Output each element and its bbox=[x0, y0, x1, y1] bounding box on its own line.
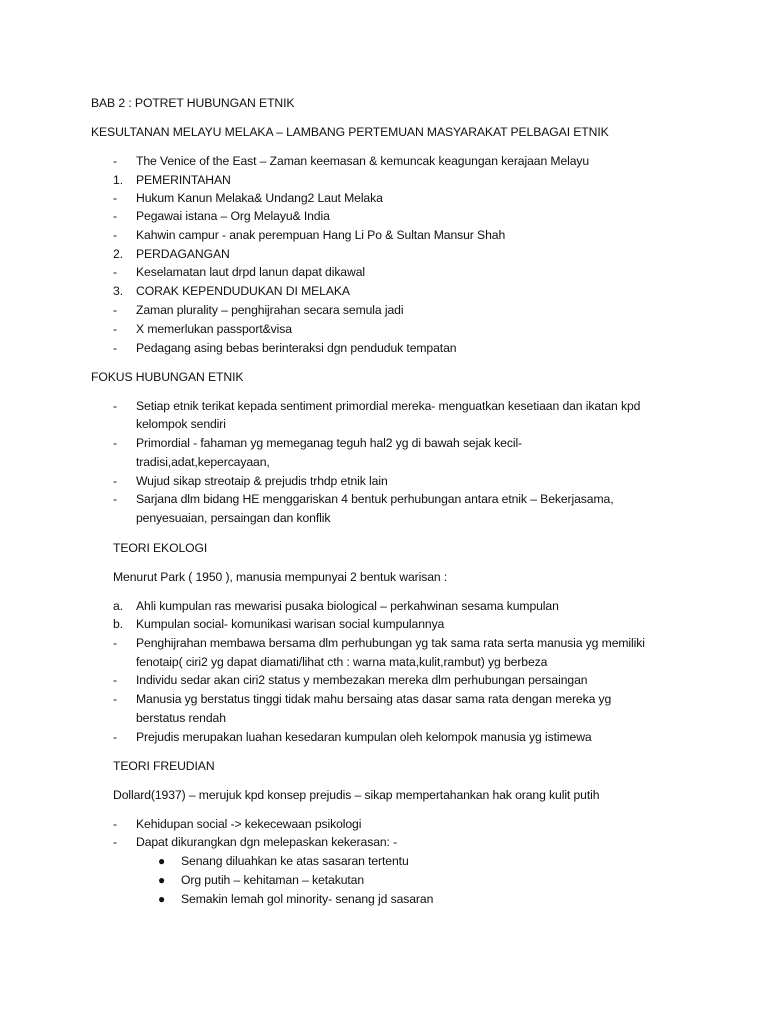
list-marker: - bbox=[113, 492, 118, 506]
list-marker: - bbox=[113, 436, 118, 450]
list-marker: - bbox=[113, 303, 118, 317]
bullet-icon: ● bbox=[158, 873, 166, 887]
document-title: BAB 2 : POTRET HUBUNGAN ETNIK bbox=[91, 96, 295, 110]
list-item-text: Setiap etnik terikat kepada sentiment primordial mereka- menguatkan kesetiaan dan ikatan kpd bbox=[136, 399, 641, 413]
list-item-text-continued: tradisi,adat,kepercayaan, bbox=[136, 455, 270, 469]
list-item-text: Keselamatan laut drpd lanun dapat dikawal bbox=[136, 265, 365, 279]
section-heading-teori-ekologi: TEORI EKOLOGI bbox=[113, 541, 208, 555]
list-item-text: CORAK KEPENDUDUKAN DI MELAKA bbox=[136, 284, 350, 298]
list-marker: - bbox=[113, 399, 118, 413]
list-item-text: PERDAGANGAN bbox=[136, 247, 230, 261]
section-heading-kesultanan: KESULTANAN MELAYU MELAKA – LAMBANG PERTEMUAN MASYARAKAT PELBAGAI ETNIK bbox=[91, 125, 609, 139]
list-marker: a. bbox=[113, 599, 124, 613]
list-marker: - bbox=[113, 228, 118, 242]
list-item-text-continued: berstatus rendah bbox=[136, 711, 226, 725]
list-marker: b. bbox=[113, 617, 124, 631]
bullet-icon: ● bbox=[158, 892, 166, 906]
list-item-text: Individu sedar akan ciri2 status y membezakan mereka dlm perhubungan persaingan bbox=[136, 673, 588, 687]
list-item-text: Penghijrahan membawa bersama dlm perhubungan yg tak sama rata serta manusia yg memiliki bbox=[136, 636, 645, 650]
list-item-text-continued: kelompok sendiri bbox=[136, 417, 226, 431]
list-item-text-continued: fenotaip( ciri2 yg dapat diamati/lihat cth : warna mata,kulit,rambut) yg berbeza bbox=[136, 655, 548, 669]
list-item-text: Prejudis merupakan luahan kesedaran kumpulan oleh kelompok manusia yg istimewa bbox=[136, 730, 592, 744]
list-marker: - bbox=[113, 191, 118, 205]
list-item-text: PEMERINTAHAN bbox=[136, 173, 231, 187]
sub-list-item-text: Org putih – kehitaman – ketakutan bbox=[181, 873, 365, 887]
list-marker: - bbox=[113, 322, 118, 336]
list-item-text: Pedagang asing bebas berinteraksi dgn penduduk tempatan bbox=[136, 341, 457, 355]
list-marker: 1. bbox=[113, 173, 124, 187]
sub-list-item-text: Semakin lemah gol minority- senang jd sasaran bbox=[181, 892, 434, 906]
list-item-text: Primordial - fahaman yg memeganag teguh hal2 yg di bawah sejak kecil- bbox=[136, 436, 523, 450]
list-item-text: Kahwin campur - anak perempuan Hang Li Po & Sultan Mansur Shah bbox=[136, 228, 506, 242]
list-item-text: Wujud sikap streotaip & prejudis trhdp etnik lain bbox=[136, 474, 388, 488]
list-item-text: Hukum Kanun Melaka& Undang2 Laut Melaka bbox=[136, 191, 383, 205]
list-item-text: Ahli kumpulan ras mewarisi pusaka biological – perkahwinan sesama kumpulan bbox=[136, 599, 559, 613]
list-marker: 3. bbox=[113, 284, 124, 298]
list-marker: - bbox=[113, 817, 118, 831]
list-marker: - bbox=[113, 265, 118, 279]
list-item-text: Zaman plurality – penghijrahan secara semula jadi bbox=[136, 303, 404, 317]
list-item-text: Pegawai istana – Org Melayu& India bbox=[136, 209, 330, 223]
list-item-text: Sarjana dlm bidang HE menggariskan 4 bentuk perhubungan antara etnik – Bekerjasama, bbox=[136, 492, 614, 506]
list-marker: - bbox=[113, 835, 118, 849]
list-marker: - bbox=[113, 474, 118, 488]
list-marker: - bbox=[113, 154, 118, 168]
bullet-icon: ● bbox=[158, 854, 166, 868]
section-intro: Dollard(1937) – merujuk kpd konsep prejudis – sikap mempertahankan hak orang kulit putih bbox=[113, 788, 600, 802]
section-heading-teori-freudian: TEORI FREUDIAN bbox=[113, 759, 215, 773]
list-marker: - bbox=[113, 209, 118, 223]
list-marker: - bbox=[113, 636, 118, 650]
list-marker: - bbox=[113, 673, 118, 687]
list-item-text: The Venice of the East – Zaman keemasan & kemuncak keagungan kerajaan Melayu bbox=[136, 154, 590, 168]
section-heading-fokus: FOKUS HUBUNGAN ETNIK bbox=[91, 370, 244, 384]
list-item-text: Kumpulan social- komunikasi warisan social kumpulannya bbox=[136, 617, 445, 631]
sub-list-item-text: Senang diluahkan ke atas sasaran tertentu bbox=[181, 854, 409, 868]
list-item-text: Manusia yg berstatus tinggi tidak mahu bersaing atas dasar sama rata dengan mereka yg bbox=[136, 692, 612, 706]
list-marker: 2. bbox=[113, 247, 124, 261]
list-marker: - bbox=[113, 692, 118, 706]
list-item-text-continued: penyesuaian, persaingan dan konflik bbox=[136, 511, 331, 525]
list-item-text: Dapat dikurangkan dgn melepaskan kekerasan: - bbox=[136, 835, 398, 849]
list-item-text: X memerlukan passport&visa bbox=[136, 322, 292, 336]
list-marker: - bbox=[113, 730, 118, 744]
list-item-text: Kehidupan social -> kekecewaan psikologi bbox=[136, 817, 362, 831]
list-marker: - bbox=[113, 341, 118, 355]
section-intro: Menurut Park ( 1950 ), manusia mempunyai 2 bentuk warisan : bbox=[113, 570, 448, 584]
